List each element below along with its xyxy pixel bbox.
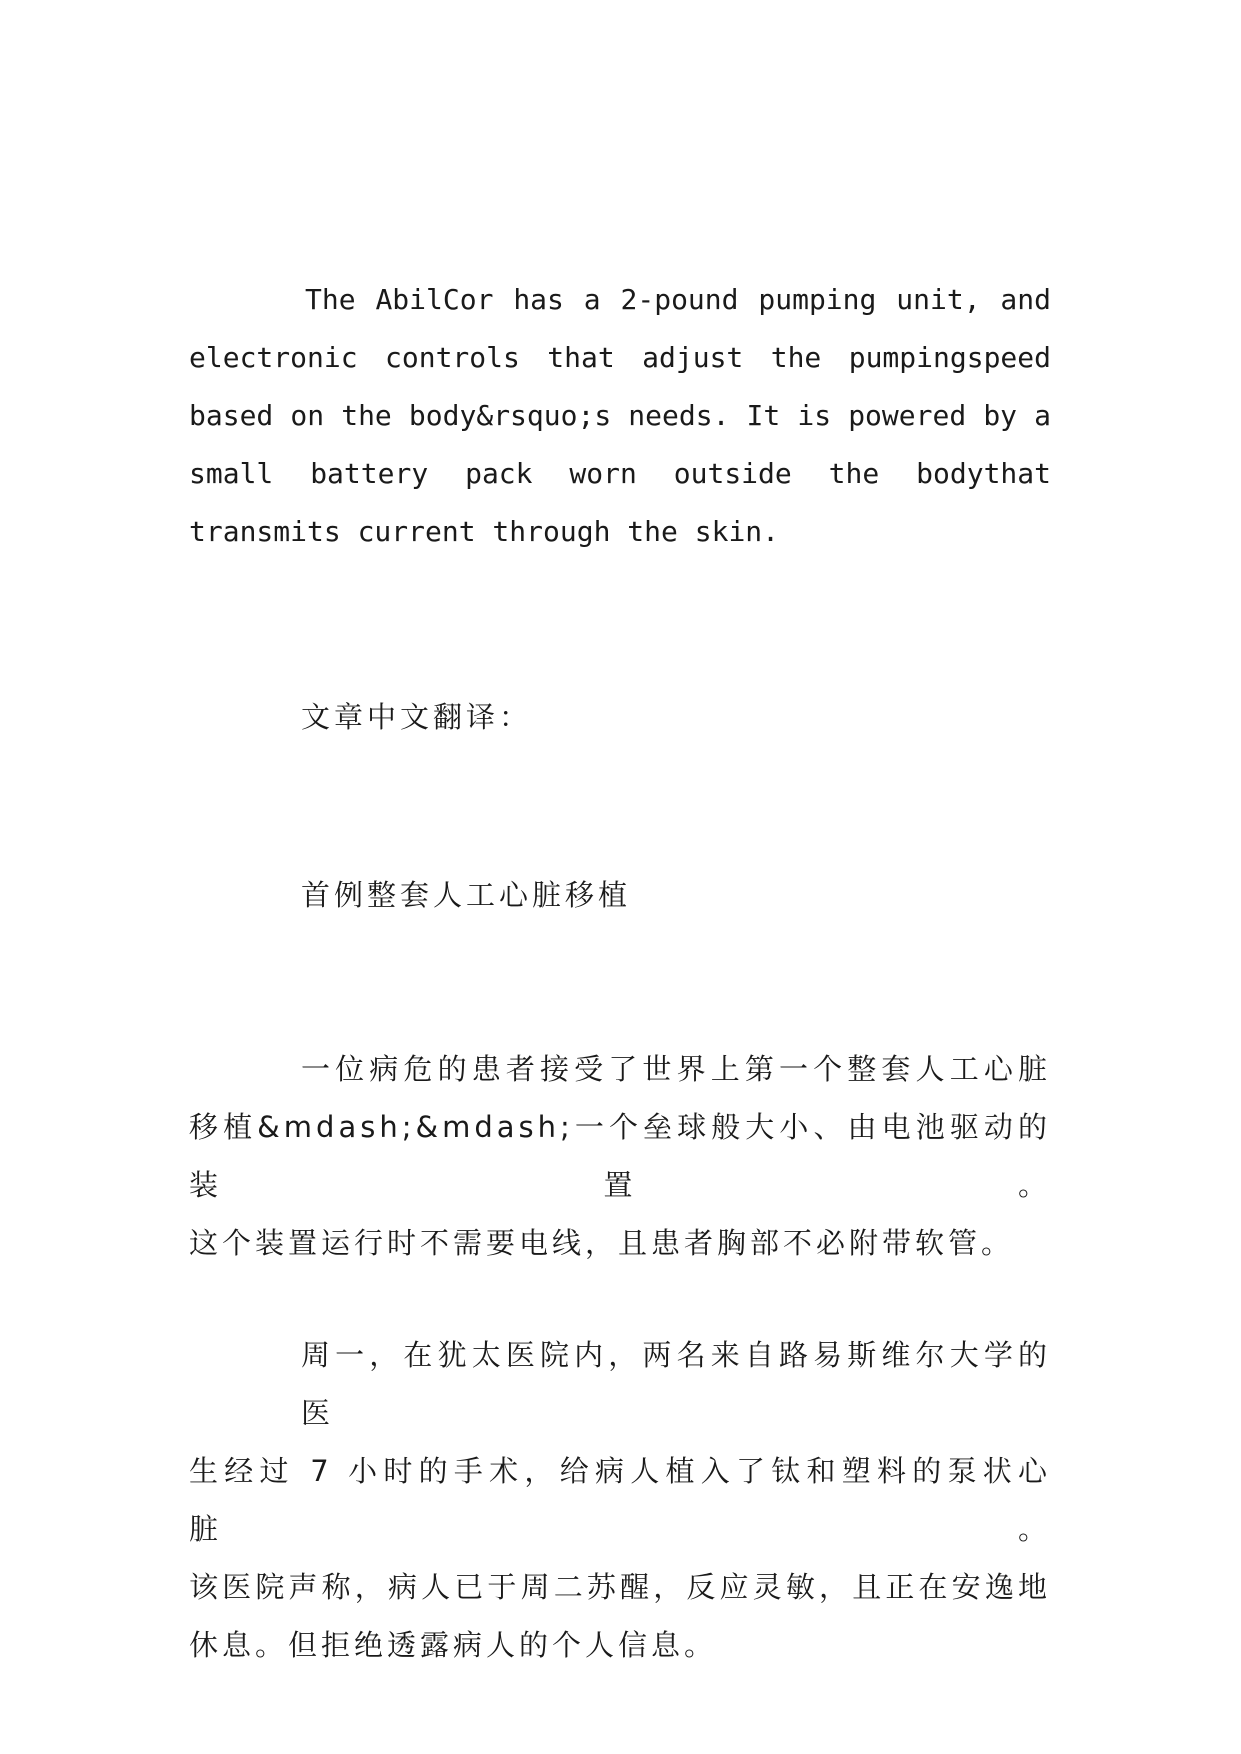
zh2-line-2: 生经过 7 小时的手术，给病人植入了钛和塑料的泵状心脏。	[189, 1454, 1051, 1546]
section-label: 文章中文翻译：	[301, 700, 533, 734]
chinese-paragraph-1	[189, 1040, 1051, 1272]
zh1-line-1: 一位病危的患者接受了世界上第一个整套人工心脏	[301, 1052, 1051, 1086]
zh2-line-1: 周一，在犹太医院内，两名来自路易斯维尔大学的医	[301, 1338, 1051, 1430]
zh2-line-3: 该医院声称，病人已于周二苏醒，反应灵敏，且正在安逸地	[189, 1570, 1051, 1604]
english-paragraph	[189, 271, 1051, 561]
chinese-paragraph-2	[189, 1326, 1051, 1674]
english-line-5: transmits current through the skin.	[189, 515, 780, 548]
english-line-4: small battery pack worn outside the bodythat	[189, 457, 1051, 490]
english-line-3: based on the body&rsquo;s needs. It is powered by a	[189, 399, 1051, 432]
zh2-line-4: 休息。但拒绝透露病人的个人信息。	[189, 1628, 718, 1662]
zh1-line-2: 移植&mdash;&mdash;一个垒球般大小、由电池驱动的装置。	[189, 1110, 1051, 1202]
english-line-1: The AbilCor has a 2-pound pumping unit, and	[305, 283, 1051, 316]
english-line-2: electronic controls that adjust the pumpingspeed	[189, 341, 1051, 374]
zh1-line-3: 这个装置运行时不需要电线，且患者胸部不必附带软管。	[189, 1226, 1015, 1260]
article-heading: 首例整套人工心脏移植	[301, 878, 632, 912]
